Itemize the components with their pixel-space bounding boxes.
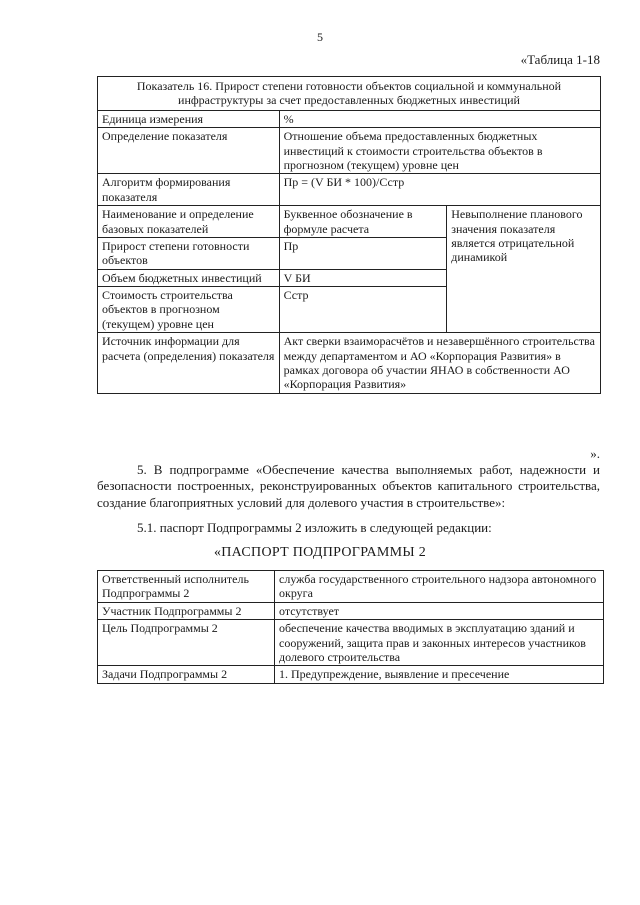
row-label: Единица измерения xyxy=(98,110,280,127)
table-row xyxy=(98,666,604,683)
table-caption: «Таблица 1-18 xyxy=(520,52,600,67)
row-label: Прирост степени готовности объектов xyxy=(98,237,280,269)
table-row xyxy=(98,128,601,174)
row-label: Участник Подпрограммы 2 xyxy=(98,602,275,619)
row-value: отсутствует xyxy=(275,602,604,619)
row-value: Акт сверки взаиморасчётов и незавершённого строительства между департаментом и АО «Корпорация Развития» в рамках договора об участии ЯНАО в собственности АО «Корпорация Развития» xyxy=(279,333,600,394)
table-row xyxy=(98,620,604,666)
table-row xyxy=(98,206,601,238)
row-label: Алгоритм формирования показателя xyxy=(98,174,280,206)
table-row xyxy=(98,602,604,619)
row-value: Буквенное обозначение в формуле расчета xyxy=(279,206,447,238)
paragraph: 5. В подпрограмме «Обеспечение качества выполняемых работ, надежности и безопасности построенных, реконструированных объектов капитального строительства, создание благоприятных условий для долевого участия в строительстве»: xyxy=(97,462,600,510)
indicator-table xyxy=(97,76,601,394)
row-value: 1. Предупреждение, выявление и пресечение xyxy=(275,666,604,683)
row-value: Пр xyxy=(279,237,447,269)
row-value: % xyxy=(279,110,600,127)
indicator-title: Показатель 16. Прирост степени готовности объектов социальной и коммунальной инфраструктуры за счет предоставленных бюджетных инвестиций xyxy=(98,77,601,111)
passport-title: «ПАСПОРТ ПОДПРОГРАММЫ 2 xyxy=(213,545,427,560)
table-row xyxy=(98,110,601,127)
row-label: Определение показателя xyxy=(98,128,280,174)
row-value: Отношение объема предоставленных бюджетных инвестиций к стоимости строительства объектов в прогнозном (текущем) уровне цен xyxy=(279,128,600,174)
row-label: Объем бюджетных инвестиций xyxy=(98,269,280,286)
table-row xyxy=(98,571,604,603)
page-number: 5 xyxy=(317,30,323,44)
row-value: обеспечение качества вводимых в эксплуатацию зданий и сооружений, защита прав и законных интересов участников долевого строительства xyxy=(275,620,604,666)
passport-table xyxy=(97,570,604,684)
table-row xyxy=(98,333,601,394)
row-label: Цель Подпрограммы 2 xyxy=(98,620,275,666)
row-value: V БИ xyxy=(279,269,447,286)
row-label: Стоимость строительства объектов в прогнозном (текущем) уровне цен xyxy=(98,287,280,333)
paragraph: 5.1. паспорт Подпрограммы 2 изложить в следующей редакции: xyxy=(137,520,492,535)
note-cell: Невыполнение планового значения показателя является отрицательной динамикой xyxy=(447,206,601,333)
row-label: Источник информации для расчета (определения) показателя xyxy=(98,333,280,394)
row-value: служба государственного строительного надзора автономного округа xyxy=(275,571,604,603)
row-label: Задачи Подпрограммы 2 xyxy=(98,666,275,683)
table-row xyxy=(98,174,601,206)
table-closing-mark: ». xyxy=(590,446,600,461)
table-row xyxy=(98,77,601,111)
row-label: Ответственный исполнитель Подпрограммы 2 xyxy=(98,571,275,603)
row-value: Пр = (V БИ * 100)/Сстр xyxy=(279,174,600,206)
row-value: Сстр xyxy=(279,287,447,333)
row-label: Наименование и определение базовых показателей xyxy=(98,206,280,238)
